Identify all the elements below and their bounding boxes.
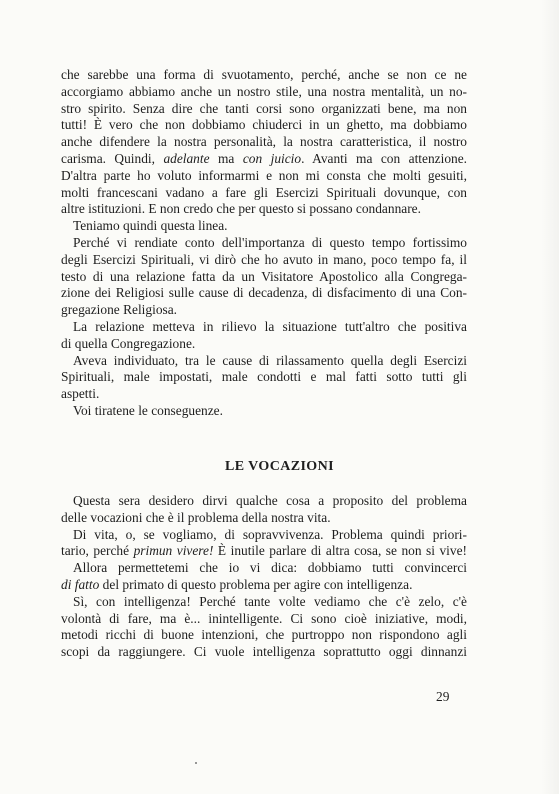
text-line	[61, 577, 467, 594]
text-run: tario, perché	[61, 543, 134, 559]
body-text-section	[61, 493, 467, 661]
text-line: scopi da raggiungere. Ci vuole intelligenza soprattutto oggi dinnanzi	[61, 644, 467, 660]
text-line: degli Esercizi Spirituali, vi dirò che ho avuto in mano, poco tempo fa, il	[61, 251, 467, 267]
text-line: testo di una relazione fatta da un Visitatore Apostolico alla Congrega-	[61, 268, 467, 284]
text-line: Aveva individuato, tra le cause di rilassamento quella degli Esercizi	[73, 352, 467, 368]
text-line: accorgiamo abbiamo anche un nostro stile, una nostra mentalità, un no-	[61, 83, 467, 99]
text-line: altre istituzioni. E non credo che per questo si possano condannare.	[61, 201, 421, 217]
section-heading: LE VOCAZIONI	[225, 459, 334, 474]
italic-phrase: con juicio	[242, 150, 302, 166]
page-edge-shadow	[541, 0, 559, 794]
text-line: Di vita, o, se vogliamo, di sopravvivenza. Problema quindi priori-	[73, 526, 467, 542]
text-line: volontà di fare, ma è... inintelligente. Ci sono cioè iniziative, modi,	[61, 610, 467, 626]
text-line: Perché vi rendiate conto dell'importanza di questo tempo fortissimo	[73, 234, 467, 250]
italic-phrase: primun vivere!	[133, 543, 214, 559]
italic-phrase: adelante	[163, 150, 210, 166]
text-line: metodi ricchi di buone intenzioni, che purtroppo non rispondono agli	[61, 627, 467, 643]
text-line: Teniamo quindi questa linea.	[73, 218, 228, 234]
text-run: ma	[209, 150, 243, 166]
text-line: Sì, con intelligenza! Perché tante volte vediamo che c'è zelo, c'è	[73, 593, 467, 609]
text-line: aspetti.	[61, 386, 100, 402]
text-run: . Avanti ma con attenzione.	[301, 150, 468, 166]
text-line: molti francescani vadano a fare gli Esercizi Spirituali dovunque, con	[61, 184, 467, 200]
text-run: È inutile parlare di altra cosa, se non si vive!	[213, 543, 467, 559]
text-line	[61, 543, 467, 560]
text-line: gregazione Religiosa.	[61, 302, 178, 318]
italic-phrase: di fatto	[61, 576, 100, 592]
text-line: zione dei Religiosi sulle cause di decadenza, di disfacimento di una Con-	[61, 285, 467, 301]
paper-speck	[195, 762, 197, 764]
text-line	[61, 151, 467, 168]
page-number: 29	[436, 689, 450, 704]
text-line: di quella Congregazione.	[61, 335, 196, 351]
text-line: Voi tiratene le conseguenze.	[73, 402, 223, 418]
text-line: Spirituali, male impostati, male condotti e mal fatti sotto tutti gli	[61, 369, 467, 385]
text-line: delle vocazioni che è il problema della nostra vita.	[61, 509, 331, 525]
text-line: D'altra parte ho voluto informarmi e non mi consta che molti gesuiti,	[61, 167, 467, 183]
text-line: La relazione metteva in rilievo la situazione tutt'altro che positiva	[73, 318, 467, 334]
body-text-continuation	[61, 67, 467, 420]
text-line: tutti! È vero che non dobbiamo chiuderci in un ghetto, ma dobbiamo	[61, 117, 467, 133]
text-line: Questa sera desidero dirvi qualche cosa a proposito del problema	[73, 493, 467, 508]
text-line: che sarebbe una forma di svuotamento, perché, anche se non ce ne	[61, 67, 467, 82]
text-line: anche difendere la nostra personalità, la nostra caratteristica, il nostro	[61, 134, 467, 150]
text-line: Allora permettetemi che io vi dica: dobbiamo tutti convincerci	[73, 560, 467, 576]
text-run: del primato di questo problema per agire con intelligenza.	[99, 576, 413, 592]
text-line: stro spirito. Senza dire che tanti corsi sono organizzati bene, ma non	[61, 100, 467, 116]
text-run: carisma. Quindi,	[61, 150, 164, 166]
